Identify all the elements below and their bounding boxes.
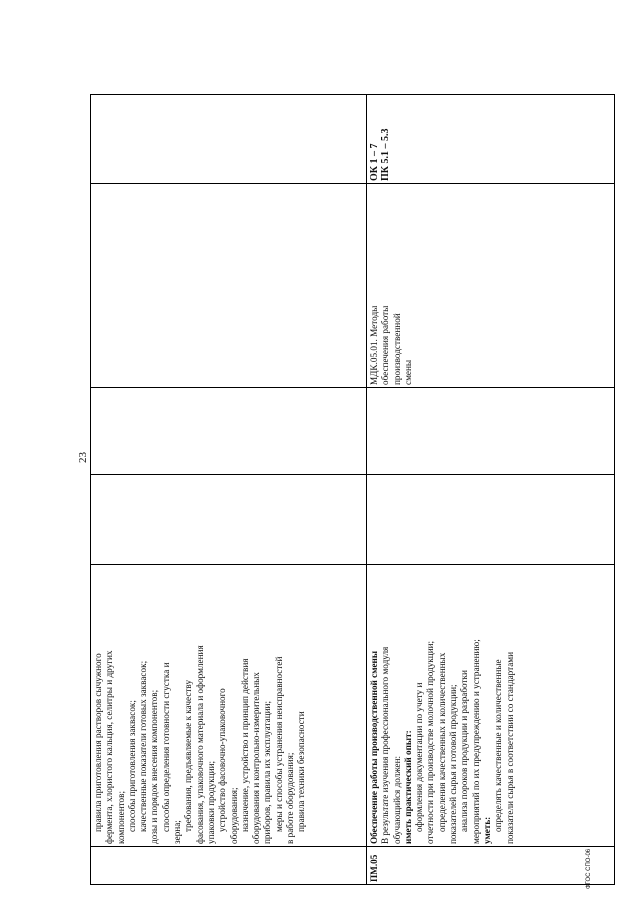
- general-competencies: ОК 1 – 7: [369, 143, 380, 181]
- text-line: меры и способы устранения неисправностей: [273, 656, 284, 832]
- text-line: определения качественных и количественных: [436, 652, 447, 832]
- competencies-cell: [367, 95, 615, 184]
- mdk-line: производственной: [391, 313, 402, 385]
- text-line: показатели сырья в соответствии со стандартами: [504, 651, 515, 844]
- text-line: качественные показатели готовых заквасок;: [138, 660, 149, 832]
- requirements-cell: [367, 565, 615, 847]
- text-line: отчетности при производстве молочной продукции;: [425, 640, 436, 844]
- mdk-line: обеспечения работы: [380, 305, 391, 385]
- hours-cell: [91, 475, 367, 565]
- mdk-line: смены: [402, 359, 413, 385]
- text-line: приборов, правила их эксплуатации;: [262, 700, 273, 844]
- mdk-cell: [367, 184, 615, 388]
- page-number: 23: [77, 452, 89, 463]
- text-line: требования, предъявляемые к качеству: [183, 679, 194, 832]
- text-line: компонентов;: [115, 790, 126, 844]
- text-line: обучающийся должен:: [391, 755, 402, 844]
- text-line: правила техники безопасности: [296, 711, 307, 832]
- module-code-cell: [367, 847, 615, 885]
- text-line: фасования, упаковочного материала и оформления: [194, 645, 205, 844]
- competencies-cell: [91, 95, 367, 184]
- table-row: [367, 95, 615, 885]
- text-line: правила приготовления растворов сычужного: [93, 653, 103, 832]
- text-line: дозы и порядок внесения компонентов;: [149, 689, 160, 844]
- footer-label: ФГОС СПО-06: [586, 848, 592, 889]
- text-line: способы приготовления заквасок;: [126, 700, 137, 832]
- hours-cell: [91, 388, 367, 475]
- text-line: оборудования и контрольно-измерительных: [251, 672, 262, 844]
- mdk-cell: [91, 184, 367, 388]
- module-code: ПМ.05: [369, 854, 379, 882]
- hours-cell: [367, 388, 615, 475]
- text-line: В результате изучения профессионального модуля: [380, 646, 391, 844]
- text-line: назначение, устройство и принцип действия: [239, 658, 250, 832]
- section-heading: уметь:: [481, 816, 492, 844]
- text-line: оборудования;: [228, 787, 239, 844]
- text-line: показателей сырья и готовой продукции;: [448, 684, 459, 844]
- text-line: мероприятий по их предупреждению и устранению;: [470, 639, 481, 844]
- text-line: оформления документации по учету и: [414, 682, 425, 832]
- text-line: упаковки продукции;: [205, 760, 216, 844]
- module-code-cell: [91, 847, 367, 885]
- text-line: устройство фасовочно-упаковочного: [217, 688, 228, 832]
- text-line: фермента, хлористого кальция, селитры и других: [104, 650, 115, 844]
- standards-table: [90, 94, 615, 885]
- professional-competencies: ПК 5.1 – 5.3: [380, 128, 391, 181]
- section-heading: иметь практический опыт:: [402, 730, 413, 844]
- text-line: зерна;: [172, 820, 183, 844]
- module-title: Обеспечение работы производственной смены: [369, 650, 379, 844]
- mdk-line: МДК.05.01. Методы: [369, 305, 379, 385]
- table-row: [91, 95, 367, 885]
- text-line: в работе оборудования;: [285, 752, 296, 844]
- text-line: определять качественные и количественные: [493, 659, 504, 832]
- requirements-cell: [91, 565, 367, 847]
- text-line: анализа пороков продукции и разработки: [459, 670, 470, 832]
- hours-cell: [367, 475, 615, 565]
- text-line: способы определения готовности сгустка и: [160, 662, 171, 832]
